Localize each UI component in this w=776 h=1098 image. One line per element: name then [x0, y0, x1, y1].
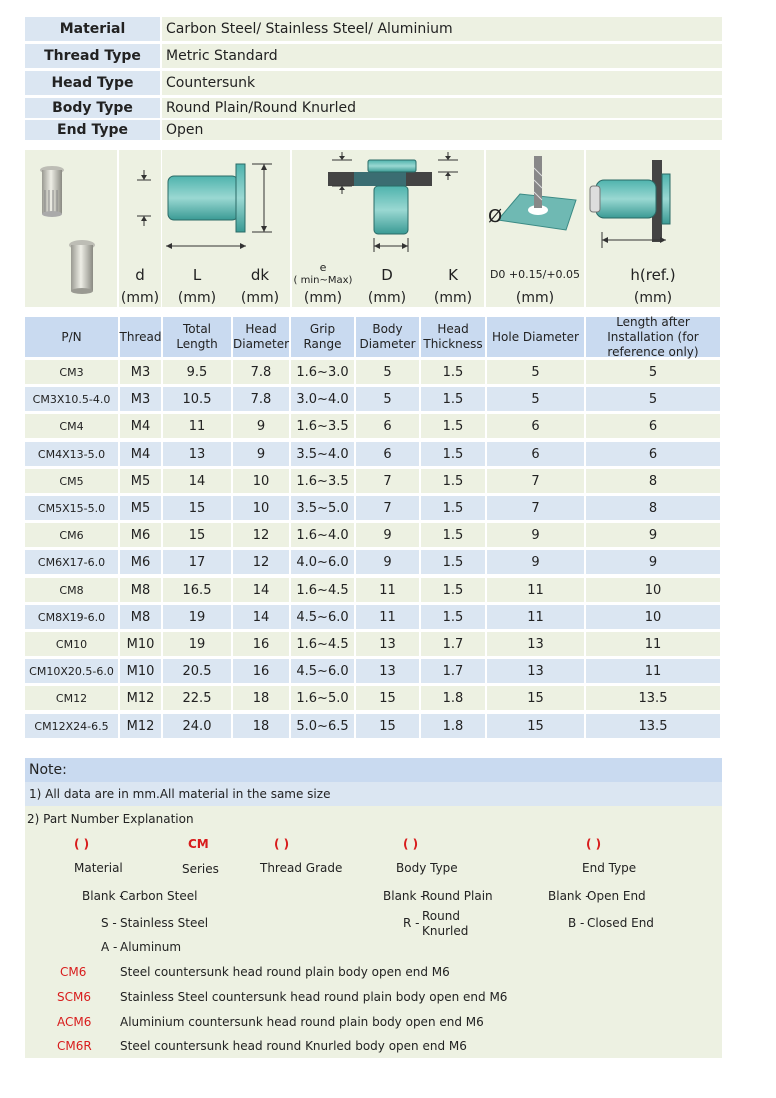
cell-total-length: 11 [163, 414, 231, 438]
col-header-hole-diameter: Hole Diameter [487, 317, 584, 357]
cell-head-diameter: 16 [233, 632, 289, 656]
cell-length-after-install: 9 [586, 550, 720, 574]
cell-thread: M10 [120, 632, 161, 656]
body-placeholder: ( ) [403, 837, 419, 851]
h-ref-unit: (mm) [633, 290, 673, 306]
cell-total-length: 13 [163, 442, 231, 466]
cell-grip-range: 3.5~5.0 [291, 496, 354, 520]
cell-length-after-install: 13.5 [586, 714, 720, 738]
cell-head-thickness: 1.7 [421, 632, 485, 656]
col-header-head-thickness: Head Thickness [421, 317, 485, 357]
cell-length-after-install: 8 [586, 469, 720, 493]
cell-body-diameter: 5 [356, 360, 419, 384]
cell-grip-range: 4.5~6.0 [291, 659, 354, 683]
dk-unit: (mm) [240, 290, 280, 306]
K-symbol: K [448, 266, 458, 284]
cell-head-thickness: 1.5 [421, 550, 485, 574]
end-b-desc: Closed End [587, 916, 654, 930]
cell-head-diameter: 12 [233, 523, 289, 547]
cell-pn: CM10 [25, 632, 118, 656]
d-dimension-diagram [119, 150, 161, 250]
cell-thread: M5 [120, 469, 161, 493]
cell-head-diameter: 7.8 [233, 360, 289, 384]
cell-hole-diameter: 9 [487, 523, 584, 547]
note-title: Note: [25, 758, 722, 782]
cell-total-length: 19 [163, 605, 231, 629]
h-ref-symbol: h(ref.) [630, 266, 676, 284]
material-blank-code: Blank - [82, 889, 124, 903]
cell-hole-diameter: 6 [487, 442, 584, 466]
property-label: Material [25, 17, 160, 41]
cell-pn: CM12X24-6.5 [25, 714, 118, 738]
note-line-1: 1) All data are in mm.All material in the same size [25, 782, 722, 806]
material-s-desc: Stainless Steel [120, 916, 209, 930]
cell-head-thickness: 1.5 [421, 496, 485, 520]
note-line-2: 2) Part Number Explanation [27, 812, 194, 826]
property-value: Metric Standard [162, 44, 722, 68]
cell-pn: CM3 [25, 360, 118, 384]
example-desc: Steel countersunk head round Knurled body open end M6 [120, 1039, 467, 1053]
cell-hole-diameter: 13 [487, 632, 584, 656]
cell-length-after-install: 6 [586, 414, 720, 438]
cell-grip-range: 1.6~4.5 [291, 578, 354, 602]
cell-grip-range: 3.5~4.0 [291, 442, 354, 466]
cell-thread: M3 [120, 360, 161, 384]
cell-thread: M5 [120, 496, 161, 520]
cell-body-diameter: 9 [356, 523, 419, 547]
K-unit: (mm) [433, 290, 473, 306]
cell-head-thickness: 1.5 [421, 360, 485, 384]
cell-thread: M10 [120, 659, 161, 683]
h-ref-dimension-diagram [586, 150, 720, 260]
col-header-grip-range: Grip Range [291, 317, 354, 357]
cell-pn: CM4 [25, 414, 118, 438]
cell-length-after-install: 9 [586, 523, 720, 547]
thread-placeholder: ( ) [274, 837, 290, 851]
property-label: Thread Type [25, 44, 160, 68]
property-value: Open [162, 120, 722, 140]
cell-body-diameter: 7 [356, 496, 419, 520]
cell-body-diameter: 11 [356, 578, 419, 602]
cell-length-after-install: 13.5 [586, 686, 720, 710]
col-header-length-after-install: Length after Installation (for reference only) [586, 317, 720, 357]
example-code: CM6R [57, 1039, 92, 1053]
cell-pn: CM8X19-6.0 [25, 605, 118, 629]
example-code: ACM6 [57, 1015, 92, 1029]
category-series: Series [182, 862, 219, 876]
col-header-total-length: Total Length [163, 317, 231, 357]
example-desc: Stainless Steel countersunk head round plain body open end M6 [120, 990, 508, 1004]
cell-hole-diameter: 11 [487, 578, 584, 602]
cell-thread: M4 [120, 414, 161, 438]
cell-grip-range: 4.5~6.0 [291, 605, 354, 629]
e-D-K-dimension-diagram [292, 150, 484, 260]
cell-length-after-install: 10 [586, 578, 720, 602]
diameter-symbol: Ø [488, 206, 503, 227]
cell-hole-diameter: 15 [487, 714, 584, 738]
cell-grip-range: 3.0~4.0 [291, 387, 354, 411]
cell-head-thickness: 1.5 [421, 442, 485, 466]
cell-thread: M8 [120, 578, 161, 602]
cell-pn: CM3X10.5-4.0 [25, 387, 118, 411]
cell-total-length: 15 [163, 496, 231, 520]
cell-hole-diameter: 15 [487, 686, 584, 710]
cell-head-diameter: 7.8 [233, 387, 289, 411]
material-placeholder: ( ) [74, 837, 90, 851]
L-dk-dimension-diagram [162, 150, 290, 260]
col-header-body-diameter: Body Diameter [356, 317, 419, 357]
cell-length-after-install: 11 [586, 632, 720, 656]
cell-head-thickness: 1.5 [421, 578, 485, 602]
e-unit: (mm) [303, 290, 343, 306]
L-unit: (mm) [177, 290, 217, 306]
cell-hole-diameter: 5 [487, 387, 584, 411]
body-r-desc-2: Knurled [422, 924, 469, 938]
cell-grip-range: 1.6~3.0 [291, 360, 354, 384]
col-header-pn: P/N [25, 317, 118, 357]
L-symbol: L [192, 266, 202, 284]
cell-thread: M12 [120, 714, 161, 738]
cell-body-diameter: 6 [356, 442, 419, 466]
D0-unit: (mm) [515, 290, 555, 306]
cell-grip-range: 1.6~4.0 [291, 523, 354, 547]
cell-grip-range: 1.6~4.5 [291, 632, 354, 656]
cell-head-diameter: 12 [233, 550, 289, 574]
series-code: CM [188, 837, 209, 851]
cell-total-length: 14 [163, 469, 231, 493]
cell-body-diameter: 11 [356, 605, 419, 629]
category-thread-grade: Thread Grade [260, 861, 343, 875]
cell-pn: CM4X13-5.0 [25, 442, 118, 466]
hole-diameter-cell [486, 150, 584, 307]
cell-head-thickness: 1.5 [421, 387, 485, 411]
cell-head-diameter: 16 [233, 659, 289, 683]
property-label: Body Type [25, 98, 160, 118]
end-placeholder: ( ) [586, 837, 602, 851]
cell-body-diameter: 13 [356, 659, 419, 683]
example-desc: Steel countersunk head round plain body open end M6 [120, 965, 450, 979]
category-body-type: Body Type [396, 861, 458, 875]
cell-body-diameter: 7 [356, 469, 419, 493]
cell-length-after-install: 6 [586, 442, 720, 466]
d-symbol: d [135, 266, 145, 284]
cell-total-length: 9.5 [163, 360, 231, 384]
cell-thread: M8 [120, 605, 161, 629]
cell-thread: M12 [120, 686, 161, 710]
cell-total-length: 24.0 [163, 714, 231, 738]
cell-head-thickness: 1.5 [421, 414, 485, 438]
cell-body-diameter: 13 [356, 632, 419, 656]
cell-pn: CM6 [25, 523, 118, 547]
body-r-code: R - [403, 916, 420, 930]
cell-length-after-install: 5 [586, 360, 720, 384]
cell-head-diameter: 9 [233, 442, 289, 466]
category-end-type: End Type [582, 861, 637, 875]
cell-hole-diameter: 7 [487, 496, 584, 520]
cell-total-length: 20.5 [163, 659, 231, 683]
cell-total-length: 15 [163, 523, 231, 547]
body-blank-desc: Round Plain [422, 889, 493, 903]
cell-length-after-install: 10 [586, 605, 720, 629]
cell-thread: M4 [120, 442, 161, 466]
cell-pn: CM5X15-5.0 [25, 496, 118, 520]
cell-head-thickness: 1.7 [421, 659, 485, 683]
material-a-code: A - [101, 940, 118, 954]
property-value: Round Plain/Round Knurled [162, 98, 722, 118]
cell-thread: M6 [120, 550, 161, 574]
cell-hole-diameter: 7 [487, 469, 584, 493]
cell-grip-range: 4.0~6.0 [291, 550, 354, 574]
cell-thread: M3 [120, 387, 161, 411]
cell-hole-diameter: 11 [487, 605, 584, 629]
product-photo-cell [25, 150, 117, 307]
cell-hole-diameter: 13 [487, 659, 584, 683]
D-symbol: D [381, 266, 393, 284]
cell-head-thickness: 1.5 [421, 605, 485, 629]
body-blank-code: Blank - [383, 889, 425, 903]
cell-hole-diameter: 9 [487, 550, 584, 574]
category-material: Material [74, 861, 123, 875]
e-subscript: ( min~Max) [293, 275, 353, 286]
cell-body-diameter: 6 [356, 414, 419, 438]
cell-hole-diameter: 5 [487, 360, 584, 384]
cell-hole-diameter: 6 [487, 414, 584, 438]
end-blank-code: Blank - [548, 889, 590, 903]
cell-total-length: 10.5 [163, 387, 231, 411]
cell-head-diameter: 14 [233, 605, 289, 629]
cell-head-diameter: 14 [233, 578, 289, 602]
material-a-desc: Aluminum [120, 940, 182, 954]
cell-pn: CM8 [25, 578, 118, 602]
cell-length-after-install: 8 [586, 496, 720, 520]
cell-grip-range: 1.6~3.5 [291, 469, 354, 493]
dk-symbol: dk [250, 266, 270, 284]
e-symbol: e [319, 261, 327, 274]
cell-total-length: 19 [163, 632, 231, 656]
property-label: Head Type [25, 71, 160, 95]
col-header-head-diameter: Head Diameter [233, 317, 289, 357]
cell-length-after-install: 11 [586, 659, 720, 683]
cell-head-thickness: 1.5 [421, 523, 485, 547]
property-label: End Type [25, 120, 160, 140]
cell-grip-range: 5.0~6.5 [291, 714, 354, 738]
cell-body-diameter: 5 [356, 387, 419, 411]
end-b-code: B - [568, 916, 585, 930]
example-code: CM6 [60, 965, 87, 979]
body-r-desc-1: Round [422, 909, 460, 923]
cell-pn: CM5 [25, 469, 118, 493]
D-unit: (mm) [367, 290, 407, 306]
end-blank-desc: Open End [587, 889, 646, 903]
cell-grip-range: 1.6~3.5 [291, 414, 354, 438]
example-desc: Aluminium countersunk head round plain body open end M6 [120, 1015, 484, 1029]
property-value: Countersunk [162, 71, 722, 95]
cell-total-length: 22.5 [163, 686, 231, 710]
material-blank-desc: Carbon Steel [120, 889, 198, 903]
cell-head-diameter: 10 [233, 496, 289, 520]
col-header-thread: Thread [120, 317, 161, 357]
cell-pn: CM12 [25, 686, 118, 710]
cell-total-length: 16.5 [163, 578, 231, 602]
cell-length-after-install: 5 [586, 387, 720, 411]
cell-grip-range: 1.6~5.0 [291, 686, 354, 710]
d-unit: (mm) [120, 290, 160, 306]
cell-head-thickness: 1.8 [421, 686, 485, 710]
cell-head-thickness: 1.5 [421, 469, 485, 493]
D0-symbol: D0 +0.15/+0.05 [489, 268, 581, 281]
cell-head-diameter: 9 [233, 414, 289, 438]
cell-body-diameter: 15 [356, 686, 419, 710]
example-code: SCM6 [57, 990, 91, 1004]
rivet-nut-photo [25, 150, 117, 307]
cell-body-diameter: 15 [356, 714, 419, 738]
cell-head-diameter: 10 [233, 469, 289, 493]
cell-head-diameter: 18 [233, 686, 289, 710]
cell-pn: CM6X17-6.0 [25, 550, 118, 574]
cell-head-diameter: 18 [233, 714, 289, 738]
cell-pn: CM10X20.5-6.0 [25, 659, 118, 683]
cell-head-thickness: 1.8 [421, 714, 485, 738]
drill-hole-diagram [486, 150, 584, 250]
cell-total-length: 17 [163, 550, 231, 574]
cell-thread: M6 [120, 523, 161, 547]
cell-body-diameter: 9 [356, 550, 419, 574]
property-value: Carbon Steel/ Stainless Steel/ Aluminium [162, 17, 722, 41]
material-s-code: S - [101, 916, 117, 930]
